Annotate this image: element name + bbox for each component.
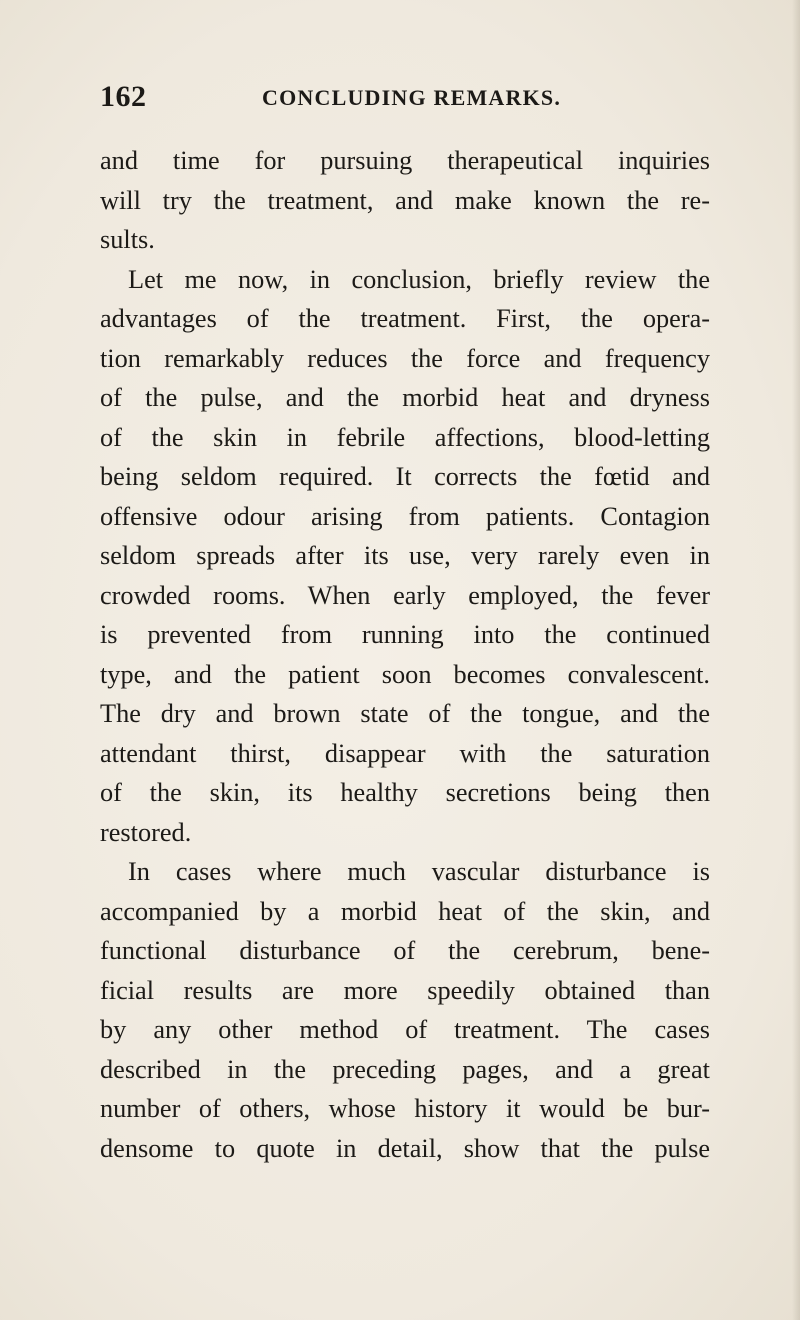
text-line: described in the preceding pages, and a great	[100, 1054, 710, 1084]
page-edge-shadow	[792, 0, 800, 1320]
text-line: is prevented from running into the continued	[100, 620, 710, 649]
paragraph-start-line: Let me now, in conclusion, briefly review the	[128, 264, 710, 294]
text-line: type, and the patient soon becomes convalescent.	[100, 659, 710, 689]
text-line: ficial results are more speedily obtained than	[100, 975, 710, 1005]
text-line: being seldom required. It corrects the fœtid and	[100, 462, 710, 491]
text-line: crowded rooms. When early employed, the fever	[100, 580, 710, 610]
text-line: accompanied by a morbid heat of the skin, and	[100, 896, 710, 926]
text-line: by any other method of treatment. The cases	[100, 1015, 710, 1044]
text-line: number of others, whose history it would be bur-	[100, 1094, 710, 1123]
text-line: sults.	[100, 225, 155, 254]
page-number: 162	[100, 80, 147, 113]
text-line: of the pulse, and the morbid heat and dryness	[100, 383, 710, 412]
running-head: CONCLUDING REMARKS.	[262, 85, 562, 110]
text-line: attendant thirst, disappear with the saturation	[100, 738, 710, 768]
text-line: functional disturbance of the cerebrum, bene-	[100, 936, 710, 965]
text-line: will try the treatment, and make known the re-	[100, 185, 710, 215]
text-line: of the skin, its healthy secretions being then	[100, 778, 710, 807]
text-line: seldom spreads after its use, very rarely even in	[100, 541, 710, 570]
text-line: and time for pursuing therapeutical inquiries	[100, 146, 710, 175]
text-line: offensive odour arising from patients. Contagion	[100, 501, 710, 531]
text-line: restored.	[100, 817, 192, 847]
text-line: of the skin in febrile affections, blood-letting	[100, 422, 710, 452]
page-header	[100, 80, 710, 120]
text-line: advantages of the treatment. First, the opera-	[100, 304, 710, 333]
paragraph-start-line: In cases where much vascular disturbance is	[128, 857, 710, 886]
body-text	[100, 141, 710, 1168]
text-line: The dry and brown state of the tongue, and the	[100, 699, 710, 728]
text-line: tion remarkably reduces the force and frequency	[100, 343, 710, 373]
text-line: densome to quote in detail, show that the pulse	[100, 1133, 710, 1163]
